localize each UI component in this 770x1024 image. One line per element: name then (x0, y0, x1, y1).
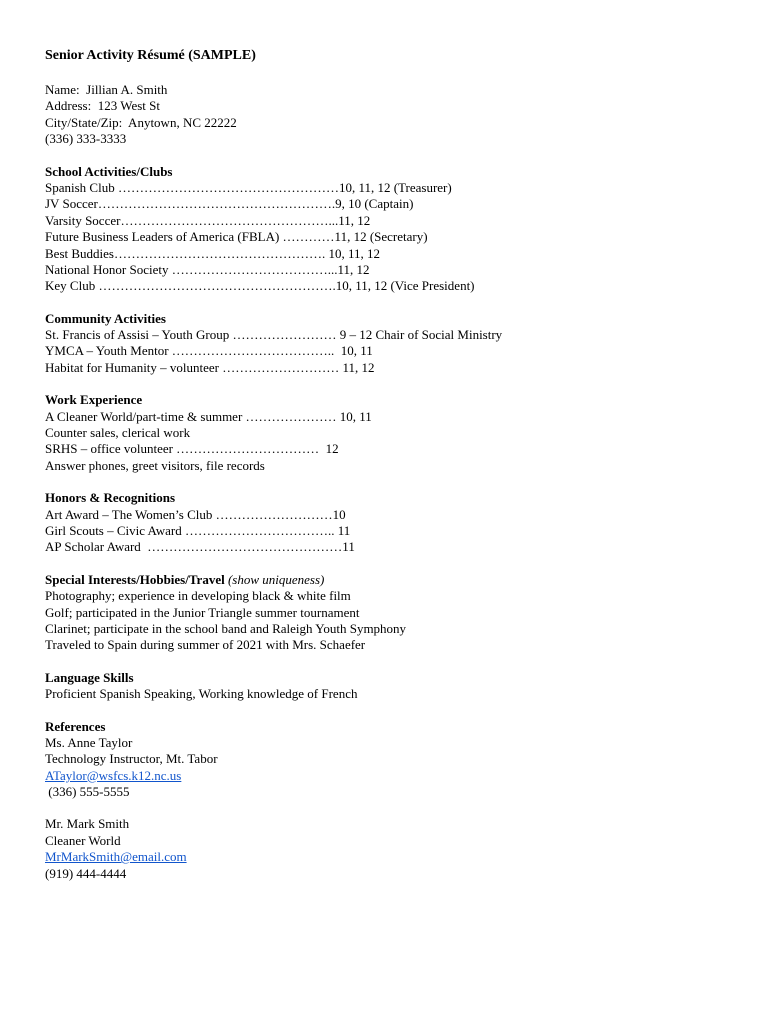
list-item: National Honor Society ………………………………...11, 12 (45, 261, 370, 277)
contact-block (45, 82, 745, 148)
reference-1-name: Ms. Anne Taylor (45, 734, 133, 750)
interests-heading (45, 572, 745, 588)
honors-heading: Honors & Recognitions (45, 490, 175, 506)
list-item: Girl Scouts – Civic Award …………………………….. 11 (45, 522, 351, 538)
community-activities-section (45, 311, 745, 377)
work-experience-section (45, 392, 745, 474)
reference-1-email-link[interactable]: ATaylor@wsfcs.k12.nc.us (45, 767, 182, 783)
interests-heading-note: (show uniqueness) (227, 571, 325, 587)
reference-2-email-line (45, 849, 745, 865)
language-text: Proficient Spanish Speaking, Working knowledge of French (45, 686, 358, 702)
contact-address: Address: 123 West St (45, 98, 160, 114)
list-item: Best Buddies…………………………………………. 10, 11, 12 (45, 245, 380, 261)
list-item: Golf; participated in the Junior Triangle summer tournament (45, 604, 360, 620)
page-title: Senior Activity Résumé (SAMPLE) (45, 48, 256, 63)
community-activities-heading: Community Activities (45, 310, 166, 326)
list-item: Traveled to Spain during summer of 2021 with Mrs. Schaefer (45, 637, 366, 653)
contact-phone: (336) 333-3333 (45, 131, 127, 147)
list-item: SRHS – office volunteer …………………………… 12 (45, 441, 339, 457)
list-item: Counter sales, clerical work (45, 425, 191, 441)
reference-2-email-link[interactable]: MrMarkSmith@email.com (45, 849, 187, 865)
list-item: AP Scholar Award ………………………………………11 (45, 539, 355, 555)
list-item: YMCA – Youth Mentor ……………………………….. 10, 11 (45, 343, 373, 359)
list-item: JV Soccer……………………………………………….9, 10 (Captain) (45, 196, 414, 212)
list-item: Photography; experience in developing black & white film (45, 588, 351, 604)
reference-1-email-line (45, 768, 745, 784)
contact-name: Name: Jillian A. Smith (45, 82, 168, 97)
interests-heading-label: Special Interests/Hobbies/Travel (45, 571, 225, 587)
reference-2-name: Mr. Mark Smith (45, 816, 130, 832)
honors-section (45, 490, 745, 556)
list-item: Key Club ……………………………………………….10, 11, 12 (Vice President) (45, 278, 475, 294)
school-activities-section (45, 164, 745, 295)
reference-2-phone: (919) 444-4444 (45, 865, 127, 881)
work-experience-heading: Work Experience (45, 392, 143, 408)
list-item: A Cleaner World/part-time & summer ………………… 10, 11 (45, 408, 372, 424)
language-section (45, 670, 745, 703)
list-item: Spanish Club ……………………………………………10, 11, 12 (Treasurer) (45, 179, 452, 195)
reference-spacer (45, 800, 745, 816)
list-item: Art Award – The Women’s Club ………………………10 (45, 506, 346, 522)
reference-1-title: Technology Instructor, Mt. Tabor (45, 751, 218, 767)
reference-2-company: Cleaner World (45, 832, 121, 848)
list-item: St. Francis of Assisi – Youth Group …………………… 9 – 12 Chair of Social Ministry (45, 327, 503, 343)
references-heading: References (45, 718, 106, 734)
language-heading: Language Skills (45, 669, 134, 685)
list-item: Varsity Soccer…………………………………………...11, 12 (45, 212, 371, 228)
list-item: Future Business Leaders of America (FBLA) …………11, 12 (Secretary) (45, 229, 428, 245)
resume-page (45, 47, 745, 882)
list-item: Answer phones, greet visitors, file records (45, 457, 265, 473)
school-activities-heading: School Activities/Clubs (45, 163, 173, 179)
interests-section (45, 572, 745, 654)
reference-1-phone: (336) 555-5555 (45, 784, 130, 800)
list-item: Clarinet; participate in the school band and Raleigh Youth Symphony (45, 620, 407, 636)
references-section (45, 719, 745, 883)
contact-city: City/State/Zip: Anytown, NC 22222 (45, 114, 237, 130)
list-item: Habitat for Humanity – volunteer ……………………… 11, 12 (45, 359, 375, 375)
